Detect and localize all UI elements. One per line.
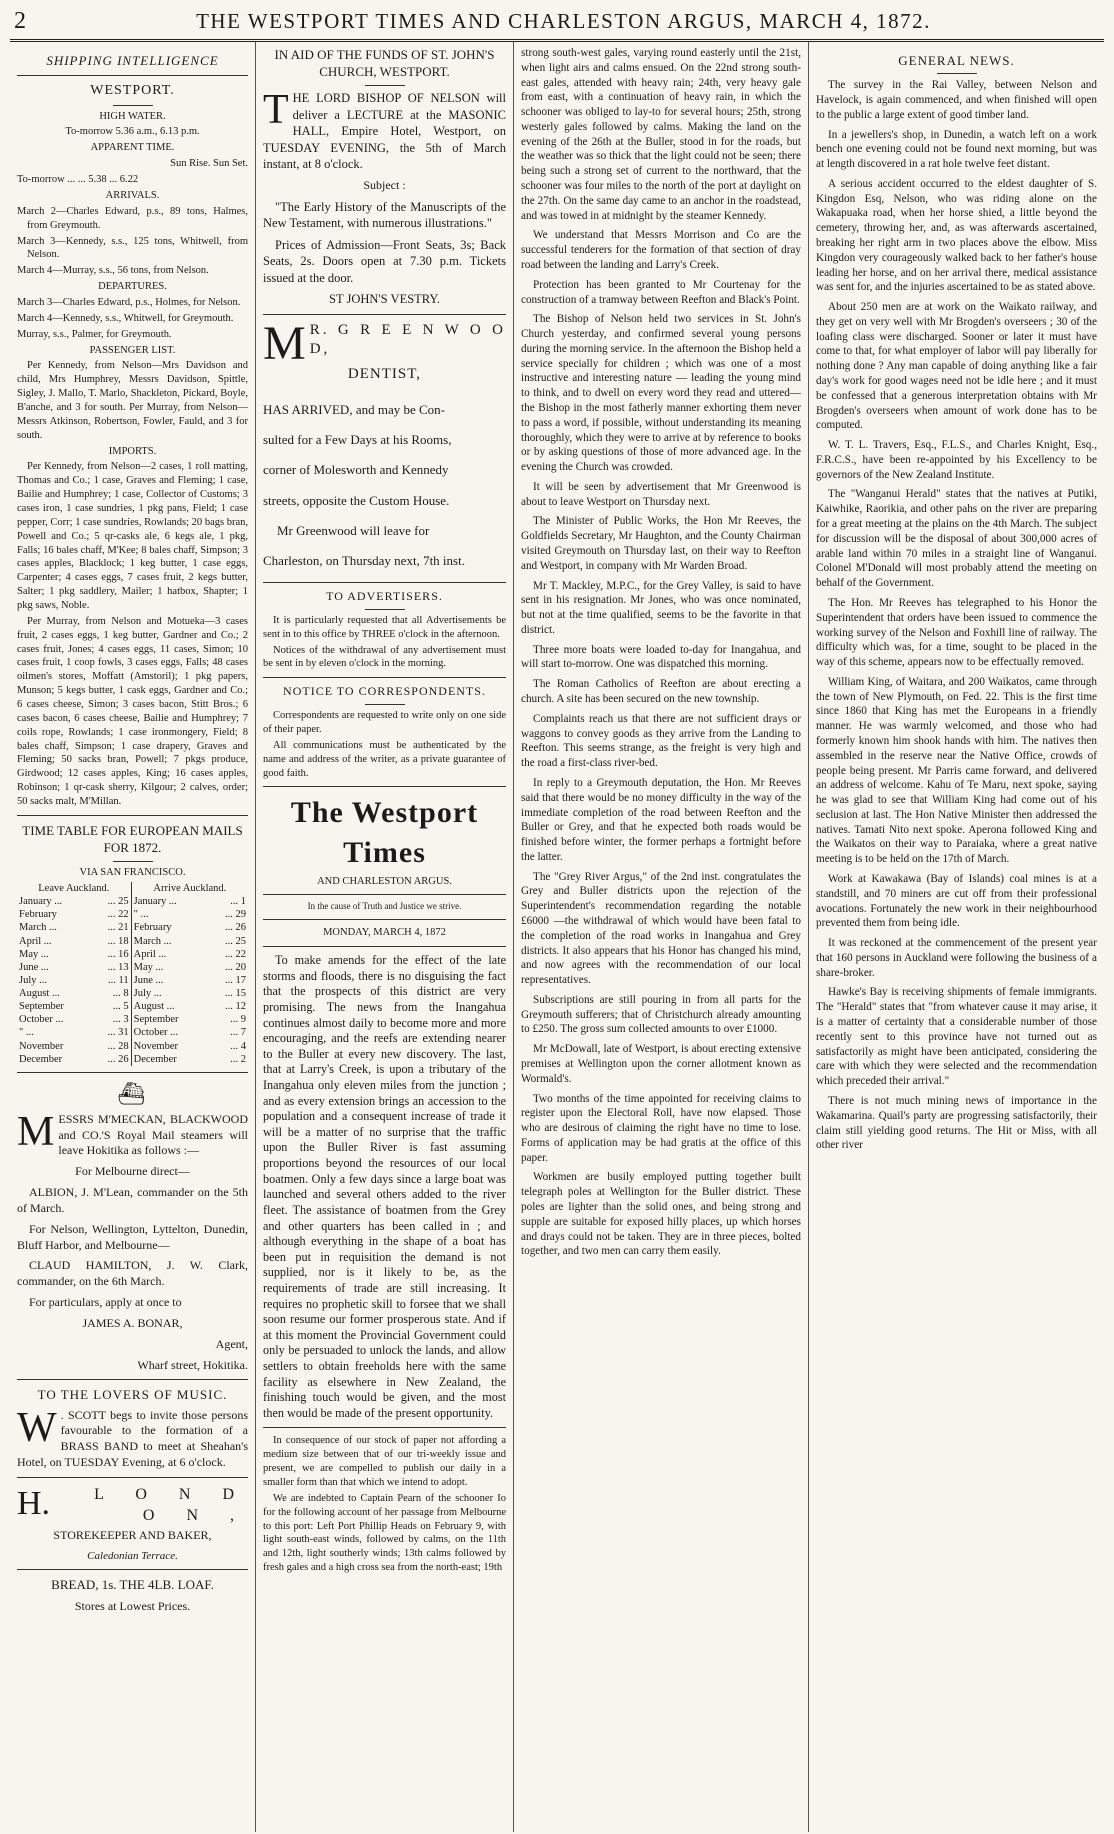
- departures-heading: DEPARTURES.: [98, 281, 167, 293]
- news-paragraph: The "Grey River Argus," of the 2nd inst. congratulates the Grey and Buller districts upon the rejection of the Superintendent's recommendation regarding the notable £6000 —the withdrawal of which would have been fatal to the completion of the road works in Inangahua and Grey districts. It also appears that his Honor has changed his mind, and now agrees with the recommendation of our local representatives.: [521, 870, 801, 987]
- news-paragraph: Protection has been granted to Mr Courtenay for the construction of a tramway between Reefton and Black's Point.: [521, 278, 801, 306]
- divider: [365, 609, 405, 610]
- timetable-cell: ... 17: [225, 974, 246, 986]
- timetable-cell: ... 2: [230, 1053, 246, 1065]
- timetable-cell: February: [133, 922, 172, 934]
- timetable-cell: April ...: [19, 935, 52, 947]
- general-news-heading: GENERAL NEWS.: [898, 53, 1015, 68]
- news-paragraph: In reply to a Greymouth deputation, the Hon. Mr Reeves said that there would be no money difficulty in the way of the immediate completion of the road between Reefton and the Buller or Grey, and that he expected both roads would be finished before winter, the former perhaps a fortnight before the latter.: [521, 776, 801, 863]
- divider: [17, 1477, 248, 1478]
- ad-text: DENTIST,: [347, 366, 422, 383]
- ad-text: corner of Molesworth and Kennedy: [263, 462, 449, 478]
- timetable-cell: ... 31: [92, 1026, 131, 1039]
- dropcap: T: [263, 87, 289, 134]
- timetable-cell: ... 18: [92, 935, 131, 948]
- timetable-cell: November: [19, 1040, 64, 1052]
- news-paragraph: The "Wanganui Herald" states that the natives at Putiki, Kaiwhike, Raorikia, and other pahs on the river are preparing for a great meeting at the plains on the 4th March. The subject for discussion will be the disposal of about 300,000 acres of arable land within 70 miles in a straight line of Wanganui. Colonel M'Donald will most probably attend the meeting on behalf of the Government.: [816, 488, 1097, 590]
- shipping-heading: SHIPPING INTELLIGENCE: [46, 53, 219, 68]
- timetable-cell: August ...: [19, 988, 60, 1000]
- news-paragraph: Mr T. Mackley, M.P.C., for the Grey Valley, is said to have sent in his resignation. Mr Jones, who was once nominated, but not at the time qualified, seems to be the favorite in that district.: [521, 579, 801, 636]
- sun-header: Sun Rise. Sun Set.: [170, 158, 248, 170]
- news-paragraph: It was reckoned at the commencement of the present year that 160 persons in Auckland were following the business of a share-broker.: [816, 937, 1097, 979]
- ad-text: Prices of Admission—Front Seats, 3s; Back Seats, 2s. Doors open at 7.30 p.m. Tickets issued at the door.: [263, 237, 506, 285]
- timetable-cell: ... 4: [230, 1040, 246, 1052]
- correspondents-title: NOTICE TO CORRESPONDENTS.: [283, 684, 486, 699]
- timetable-cell: July ...: [133, 988, 162, 1000]
- music-ad: [17, 1404, 248, 1471]
- timetable-cell: ... 9: [230, 1014, 246, 1026]
- imports-text: Per Kennedy, from Nelson—2 cases, 1 roll matting, Thomas and Co.; 1 case, Graves and Fleming; 1 case, Bailie and Humphrey; 1 case, Collector of Customs; 3 cases iron, 1 case sundries, 1 pkg pans, Field; 1 case pepper, Corr; 1 case sundries, Rowlands; 20 bags bran, Powell and Co.; 5 qr-casks ale, 6 kegs ale, 1 pkg, Falls; 16 bales chaff, M'Kee; 8 bales chaff, Simpson; 3 cases apples, Blacklock; 1 keg butter, 1 case eggs, Carpenter; 4 cases eggs, 7 cases fruit, 2 kegs butter, Salter; 1 pkg saddlery, Mailer; 1 hatbox, Shapter; 1 pkg saws, Noble.: [17, 461, 248, 611]
- arrivals-heading: ARRIVALS.: [105, 189, 160, 201]
- motto: In the cause of Truth and Justice we strive.: [307, 901, 462, 912]
- ad-text: ST JOHN'S VESTRY.: [329, 292, 440, 307]
- ad-text: Charleston, on Thursday next, 7th inst.: [263, 552, 465, 568]
- ad-text: ALBION, J. M'Lean, commander on the 5th of March.: [17, 1185, 248, 1215]
- ad-text: Stores at Lowest Prices.: [74, 1598, 191, 1613]
- timetable-cell: ... 21: [92, 921, 131, 934]
- timetable-cell: December: [19, 1053, 63, 1065]
- paper-name: The Westport Times: [290, 796, 479, 869]
- timetable-row: [17, 895, 248, 908]
- timetable-row: [17, 1053, 248, 1066]
- dropcap: M: [17, 1108, 55, 1155]
- timetable-header: Leave Auckland.: [17, 882, 131, 895]
- news-paragraph: We understand that Messrs Morrison and Co are the successful tenderers for the formation of that section of dray road between the landing and Larry's Creek.: [521, 229, 801, 271]
- news-paragraph: It will be seen by advertisement that Mr Greenwood is about to leave Westport on Thursday next.: [521, 480, 801, 508]
- timetable-cell: ... 22: [92, 908, 131, 921]
- timetable-cell: ... 1: [230, 896, 246, 908]
- timetable-cell: March ...: [133, 935, 172, 947]
- mail-steamer-ad: [17, 1108, 248, 1374]
- column-4: [809, 42, 1104, 1832]
- timetable-cell: ... 25: [92, 895, 131, 908]
- news-paragraph: William King, of Waitara, and 200 Waikatos, came through the town of New Plymouth, on Fed. 22. This is the first time since 1860 that King has met the Europeans in a friendly manner. He was warmly welcomed, and those who had formerly known him shook hands with him. The natives then assembled in the reserve near the Native Office, crowds of people being present. Mr Parris came forward, and delivered an address of welcome. Kahu of Te Maru, next spoke, saying he was glad to see that William King had come out of his seclusion at last. The Hon Native Minister then addressed the natives. Tamati Nito next spoke. Aperona followed King and the Waikatos on their way to Paraiaka, where a great native meeting is to be held on the 17th of March.: [816, 675, 1097, 866]
- timetable-cell: ... 3: [92, 1013, 131, 1026]
- news-paragraph: There is not much mining news of importance in the Wakamarina. Quail's party are progressing satisfactorily, their claim still yielding good returns. The Hit or Miss, with all other river: [816, 1094, 1097, 1152]
- lecture-ad: [263, 87, 506, 307]
- passenger-list: Per Kennedy, from Nelson—Mrs Davidson and child, Mrs Humphrey, Messrs Davidson, Spittle, Sigley, J. Mallo, T. Marlo, Shackleton, Pickard, Boyle, B'anche, and 3 for south. Per Murray, from Nelson—Messrs Atkinson, Robertson, Fowler, Fauld, and 3 for south.: [17, 360, 248, 441]
- news-paragraph: Two months of the time appointed for receiving claims to register upon the Electoral Roll, have now elapsed. Those who are desirous of claiming the right have no time to lose. Forms of application may be had gratis at the office of this paper.: [521, 1092, 801, 1164]
- departure-item: Murray, s.s., Palmer, for Greymouth.: [17, 328, 172, 340]
- page-number: 2: [14, 8, 27, 34]
- divider: [263, 894, 506, 895]
- timetable: [17, 882, 248, 1066]
- news-paragraph: About 250 men are at work on the Waikato railway, and they get on very well with Mr Brogden's overseers ; 30 of the loafing class were discharged. Sooner or later it must have come to that, for what employer of labor will pay liberally for nothing done ? Any man capable of doing anything like a fair day's work for good wages need not be idle here ; and it must be confessed that a generous interpretation obtains with Mr Brogden's overseers when amount of work done has to be computed.: [816, 301, 1097, 432]
- ad-text: sulted for a Few Days at his Rooms,: [263, 432, 452, 448]
- timetable-cell: November: [133, 1040, 178, 1052]
- timetable-row: [17, 987, 248, 1000]
- notice-text: It is particularly requested that all Advertisements be sent in to this office by THREE o'clock in the afternoon.: [263, 614, 506, 640]
- column-1: [10, 42, 256, 1832]
- ad-text: STOREKEEPER AND BAKER,: [53, 1528, 212, 1543]
- timetable-cell: August ...: [133, 1001, 175, 1013]
- timetable-row: [17, 1013, 248, 1026]
- divider: [263, 786, 506, 787]
- ad-text: streets, opposite the Custom House.: [263, 492, 450, 508]
- timetable-cell: June ...: [19, 961, 49, 973]
- news-paragraph: The Hon. Mr Reeves has telegraphed to his Honor the Superintendent that orders have been issued to commence the working survey of the Nelson and Foxhill line of railway. The difficulty which was, for a time, sought to be placed in the way of this scheme, appears now to be effectually removed.: [816, 596, 1097, 669]
- news-paragraph: We are indebted to Captain Pearn of the schooner Io for the following account of her passage from Melbourne to this port: Left Port Phillip Heads on February 9, with light south-east winds, followed by calms, on the 11th and 12th, light southerly winds; 13th calms followed by fresh gales and a high cross sea from the north-east; 19th: [263, 1492, 506, 1574]
- ad-text: Agent,: [215, 1336, 248, 1351]
- timetable-cell: December: [133, 1053, 177, 1065]
- paper-subtitle: AND CHARLESTON ARGUS.: [317, 875, 452, 887]
- news-paragraph: Workmen are busily employed putting together built telegraph poles at Wellington for the Buller district. These poles are lighter than the solid ones, and being strong and supple are suitable for exposed hilly places, up which horses and drays could not be taken. They are in three pieces, bolted together, and two men can carry them easily.: [521, 1171, 801, 1258]
- ad-text: HE LORD BISHOP OF NELSON will deliver a LECTURE at the MASONIC HALL, Empire Hotel, Westport, on TUESDAY EVENING, the 5th of March instant, at 8 o'clock.: [263, 91, 506, 172]
- timetable-cell: ... 15: [225, 988, 246, 1000]
- news-paragraph: A serious accident occurred to the eldest daughter of S. Kingdon Esq, Nelson, who was riding alone on the Wakapuaka road, when her horse shied, a little beyond the cemetery, throwing her, and, as was afterwards ascertained, breaking her right arm in two places above the elbow. Miss Kingdon very courageously walked back to her father's house leading her horse, and on her arrival there, medical assistance was sent for, and the injuries ascertained to be as stated above.: [816, 177, 1097, 294]
- ad-text: Caledonian Terrace.: [87, 1549, 178, 1562]
- timetable-cell: October ...: [133, 1027, 178, 1039]
- divider: [365, 704, 405, 705]
- high-water-row: To-morrow 5.36 a.m., 6.13 p.m.: [65, 126, 200, 138]
- timetable-cell: September: [133, 1014, 179, 1026]
- ad-text: Mr Greenwood will leave for: [277, 522, 430, 538]
- divider: [17, 1379, 248, 1380]
- divider: [17, 75, 248, 76]
- news-paragraph: Work at Kawakawa (Bay of Islands) coal mines is at a standstill, and 70 miners are cut off from their professional avocations. Fortunately the new work in their neighbourhood prevented them from being idle.: [816, 873, 1097, 930]
- timetable-row: [17, 1000, 248, 1013]
- timetable-title: TIME TABLE FOR EUROPEAN MAILS FOR 1872.: [22, 822, 243, 856]
- timetable-row: [17, 974, 248, 987]
- timetable-cell: July ...: [19, 974, 48, 986]
- timetable-header: Arrive Auckland.: [153, 883, 227, 895]
- notice-text: All communications must be authenticated by the name and address of the writer, as a private guarantee of good faith.: [263, 739, 506, 779]
- divider: [365, 85, 405, 86]
- timetable-row: [17, 935, 248, 948]
- divider: [263, 582, 506, 583]
- arrival-item: March 3—Kennedy, s.s., 125 tons, Whitwell, from Nelson.: [17, 235, 248, 261]
- news-paragraph: The Minister of Public Works, the Hon Mr Reeves, the Goldfields Secretary, Mr Haughton, and the County Chairman visited Greymouth on Thursday last, on their way to Reefton and Westport, in company with Mr Warden Broad.: [521, 515, 801, 572]
- news-paragraph: Subscriptions are still pouring in from all parts for the Greymouth sufferers; that of Christchurch already amounting to £250. The gross sum collected amounts to over £1000.: [521, 993, 801, 1036]
- divider: [17, 1072, 248, 1073]
- aid-title: IN AID OF THE FUNDS OF ST. JOHN'S CHURCH, WESTPORT.: [274, 47, 495, 80]
- timetable-cell: October ...: [19, 1014, 64, 1026]
- timetable-row: [17, 908, 248, 921]
- arrival-item: March 2—Charles Edward, p.s., 89 tons, Halmes, from Greymouth.: [17, 205, 248, 231]
- imports-heading: IMPORTS.: [108, 445, 157, 457]
- timetable-cell: ... 12: [225, 1001, 246, 1013]
- news-paragraph: Complaints reach us that there are not sufficient drays or waggons to convey goods as they arrive from the Landing to Reefton. This seems strange, as the freight is very high and the road a first-class river-bed.: [521, 712, 801, 770]
- arrival-item: March 4—Murray, s.s., 56 tons, from Nelson.: [17, 265, 209, 277]
- timetable-cell: ... 29: [225, 909, 246, 921]
- timetable-cell: ... 22: [225, 948, 246, 960]
- divider: [113, 105, 153, 106]
- news-paragraph: In consequence of our stock of paper not affording a medium size between that of our tri-weekly issue and present, we are compelled to publish our daily in a smaller form than that which we intend to adopt.: [263, 1435, 506, 1488]
- apparent-time-heading: APPARENT TIME.: [90, 142, 175, 154]
- dropcap: H.: [17, 1484, 51, 1522]
- timetable-row: [17, 961, 248, 974]
- advertisers-title: TO ADVERTISERS.: [326, 588, 443, 603]
- timetable-cell: ... 26: [92, 1053, 131, 1066]
- divider: [113, 861, 153, 862]
- ad-text: L O N D O N ,: [94, 1485, 248, 1524]
- timetable-cell: ... 20: [225, 961, 246, 973]
- divider: [937, 73, 977, 74]
- news-paragraph: In a jewellers's shop, in Dunedin, a watch left on a work bench one evening could not be found next morning, but was at length discovered in a rat hole twelve feet distant.: [816, 128, 1097, 171]
- timetable-cell: May ...: [133, 961, 164, 973]
- dropcap: W: [17, 1404, 57, 1451]
- timetable-row: [17, 1026, 248, 1039]
- ad-text: For Melbourne direct—: [75, 1164, 190, 1179]
- column-2: [256, 42, 514, 1832]
- editorial: To make amends for the effect of the late storms and floods, there is no disguising the fact that the prospects of this district are very promising. The news from the Inangahua continues almost daily to become more and more encouraging, and the reefs are extending nearer to the Buller at every new discovery. The last, that at Larry's Creek, is upon a tributary of the Inangahua only eleven miles from the junction ; and as every extension brings an accession to the population and a consequent increase of trade it will be a matter of no surprise that the traffic upon the Buller River is fast assuming proportions beyond the resources of our local boatmen. Only a few days since a large boat was launched and several others added to the river fleet. The assistance of boatmen from the Grey and other quarters has been called in ; and although everything in the shape of a boat has been put in requisition the demand is not supplied, nor is it likely to be, as the requirements of trade are still increasing. It requires no prophetic skill to forsee that we shall soon resume our former prosperous state. And if at this moment the Provincial Government could only be persuaded to unlock the lands, and allow settlers to obtain freeholds here with the same facility as elsewhere in New Zealand, the finishing touch would be given, and the most then would be made of the present opportunity.: [263, 953, 506, 1420]
- timetable-cell: May ...: [19, 948, 49, 960]
- dentist-ad: [263, 316, 506, 569]
- timetable-cell: September: [19, 1001, 64, 1013]
- divider: [263, 1427, 506, 1428]
- westport-heading: WESTPORT.: [90, 83, 175, 99]
- departure-item: March 4—Kennedy, s.s., Whitwell, for Greymouth.: [17, 312, 234, 324]
- timetable-via: VIA SAN FRANCISCO.: [79, 867, 186, 879]
- divider: [17, 1569, 248, 1570]
- news-paragraph: The survey in the Rai Valley, between Nelson and Havelock, is again commenced, and when finished will open to the public a large extent of good timber land.: [816, 79, 1097, 121]
- timetable-cell: January ...: [19, 896, 63, 908]
- ad-text: . SCOTT begs to invite those persons favourable to the formation of a BRASS BAND to meet at Sheahan's Hotel, on TUESDAY Evening, at 6 o'clock.: [17, 1407, 248, 1470]
- timetable-cell: April ...: [133, 948, 167, 960]
- ad-text: CLAUD HAMILTON, J. W. Clark, commander, on the 6th March.: [17, 1258, 248, 1289]
- masthead: [10, 8, 1104, 42]
- sun-row: To-morrow ... ... 5.38 ... 6.22: [17, 174, 139, 186]
- timetable-cell: " ...: [19, 1027, 34, 1039]
- ad-text: Wharf street, Hokitika.: [137, 1357, 248, 1372]
- column-3: [514, 42, 809, 1832]
- high-water-heading: HIGH WATER.: [99, 110, 166, 122]
- column-3-body: [521, 46, 801, 1259]
- imports-text: Per Murray, from Nelson and Motueka—3 cases fruit, 2 cases eggs, 1 keg butter, Gardner and Co.; 2 cases fruit, Jones; 4 cases eggs, 11 cases, Simon; 10 cases fruit, 1 coop fowls, 3 cases eggs, Falls; 48 cases oilmen's stores, Moffatt (Amstoril); 1 pkg papers, Munson; 5 kegs butter, 1 cask eggs, Gardner and Co.; 6 cases cheese, Simon; 3 cases bacon, Stitt Bros.; 6 cases bacon, 6 cases cheese, Bailie and Humphrey; 7 coils rope, Rowlands; 1 case ironmongery, Field; 8 bales chaff, Simpson; 1 case drapery, Graves and Fleming; 50 sacks bran, Powell; 7 pkgs produce, Girdwood; 12 cases apples, King; 16 cases apples, Robinson; 1 qr-cask sherry, Kilgour; 2 calves, order; 50 sacks malt, M'Millan.: [17, 615, 248, 808]
- divider: [263, 946, 506, 947]
- ad-text: JAMES A. BONAR,: [82, 1315, 183, 1330]
- ad-text: Subject :: [363, 177, 406, 192]
- timetable-cell: ... 11: [92, 974, 131, 987]
- timetable-cell: ... 25: [225, 935, 246, 947]
- news-paragraph: The Roman Catholics of Reefton are about erecting a church. A site has been secured on the new township.: [521, 678, 801, 706]
- ad-text: ESSRS M'MECKAN, BLACKWOOD and CO.'S Royal Mail steamers will leave Hokitika as follows :—: [58, 1111, 248, 1158]
- ad-text: For particulars, apply at once to: [29, 1295, 182, 1310]
- news-paragraph: The Bishop of Nelson held two services in St. John's Church yesterday, and confirmed several young persons during the morning service. In the afternoon the Bishop held a service specially for children ; which was one of a most instructive and interesting nature — leading the young mind to think, and to dwell on every word they read and uttered—the Bishop in the most fatherly manner exhorting them never to pass a word, if possible, without understanding its meaning thoroughly, which they were to arrive at by reference to books or by asking questions of those of more advanced age. In the evening the Church was crowded.: [521, 313, 801, 474]
- timetable-row: [17, 1040, 248, 1053]
- timetable-cell: ... 13: [92, 961, 131, 974]
- divider: [263, 314, 506, 315]
- notice-text: Notices of the withdrawal of any advertisement must be sent in by eleven o'clock in the morning.: [263, 644, 506, 670]
- timetable-cell: ... 8: [92, 987, 131, 1000]
- timetable-cell: June ...: [133, 974, 164, 986]
- divider: [263, 677, 506, 678]
- news-paragraph: Hawke's Bay is receiving shipments of female immigrants. The "Herald" states that "from whatever cause it may arise, it is a matter of certainty that a considerable number of those recently sent to this province have not turned out as satisfactorily as might have been anticipated, considering the care with which they were selected and the recommendation which preceded their arrival.": [816, 986, 1097, 1088]
- timetable-cell: ... 5: [92, 1000, 131, 1013]
- dropcap: M: [263, 316, 306, 370]
- timetable-row: [17, 921, 248, 934]
- ad-text: HAS ARRIVED, and may be Con-: [263, 402, 445, 418]
- music-title: TO THE LOVERS OF MUSIC.: [37, 1387, 228, 1403]
- timetable-cell: January ...: [133, 896, 177, 908]
- news-paragraph: strong south-west gales, varying round easterly until the 21st, when light airs and calms ensued. On the 22nd strong south-east gales, attended with heavy rain; 24th, very heavy gale from east, with a continuation of heavy rain, in which the schooner was obliged to lay-to for several hours; 25th, strong westerly gales followed by calms. Making the land on the evening of the 26th at the Buller, stood in for the roads, but the weather was so thick that the light could not be seen; there being such a strong set of current to the northward, that the schooner was four miles to the north of the port at daylight on the 27th. On the same day came to an anchor in the roadstead, and was towed in at midnight by the steamer Kennedy.: [521, 47, 801, 222]
- ad-text: For Nelson, Wellington, Lyttelton, Dunedin, Bluff Harbor, and Melbourne—: [17, 1221, 248, 1252]
- timetable-cell: " ...: [133, 909, 149, 921]
- london-ad: [17, 1484, 248, 1615]
- ship-icon: ⛴: [117, 1080, 148, 1106]
- timetable-row: [17, 948, 248, 961]
- issue-date: MONDAY, MARCH 4, 1872: [323, 927, 446, 939]
- divider: [17, 815, 248, 816]
- ad-text: "The Early History of the Manuscripts of the New Testament, with numerous illustrations.": [263, 199, 506, 231]
- timetable-cell: March ...: [19, 922, 57, 934]
- page-title: THE WESTPORT TIMES AND CHARLESTON ARGUS, MARCH 4, 1872.: [196, 9, 931, 33]
- news-paragraph: W. T. L. Travers, Esq., F.L.S., and Charles Knight, Esq., F.R.C.S., have been re-appointed by his Excellency to be governors of the New Zealand Institute.: [816, 439, 1097, 481]
- departure-item: March 3—Charles Edward, p.s., Holmes, for Nelson.: [17, 296, 241, 308]
- timetable-cell: ... 28: [92, 1040, 131, 1053]
- notice-text: Correspondents are requested to write only on one side of their paper.: [263, 710, 506, 735]
- timetable-cell: ... 26: [225, 922, 246, 934]
- ad-text: R. G R E E N W O O D,: [309, 321, 506, 358]
- column-4-body: [816, 78, 1097, 1153]
- timetable-cell: ... 16: [92, 948, 131, 961]
- timetable-cell: February: [19, 909, 57, 921]
- timetable-cell: ... 7: [230, 1027, 246, 1039]
- ad-text: BREAD, 1s. THE 4LB. LOAF.: [51, 1577, 214, 1593]
- news-paragraph: Mr McDowall, late of Westport, is about erecting extensive premises at Wellington upon the corner allotment known as Wormald's.: [521, 1043, 801, 1085]
- divider: [263, 919, 506, 920]
- news-paragraph: Three more boats were loaded to-day for Inangahua, and will start to-morrow. One was dispatched this morning.: [521, 643, 801, 671]
- passenger-list-heading: PASSENGER LIST.: [89, 344, 176, 356]
